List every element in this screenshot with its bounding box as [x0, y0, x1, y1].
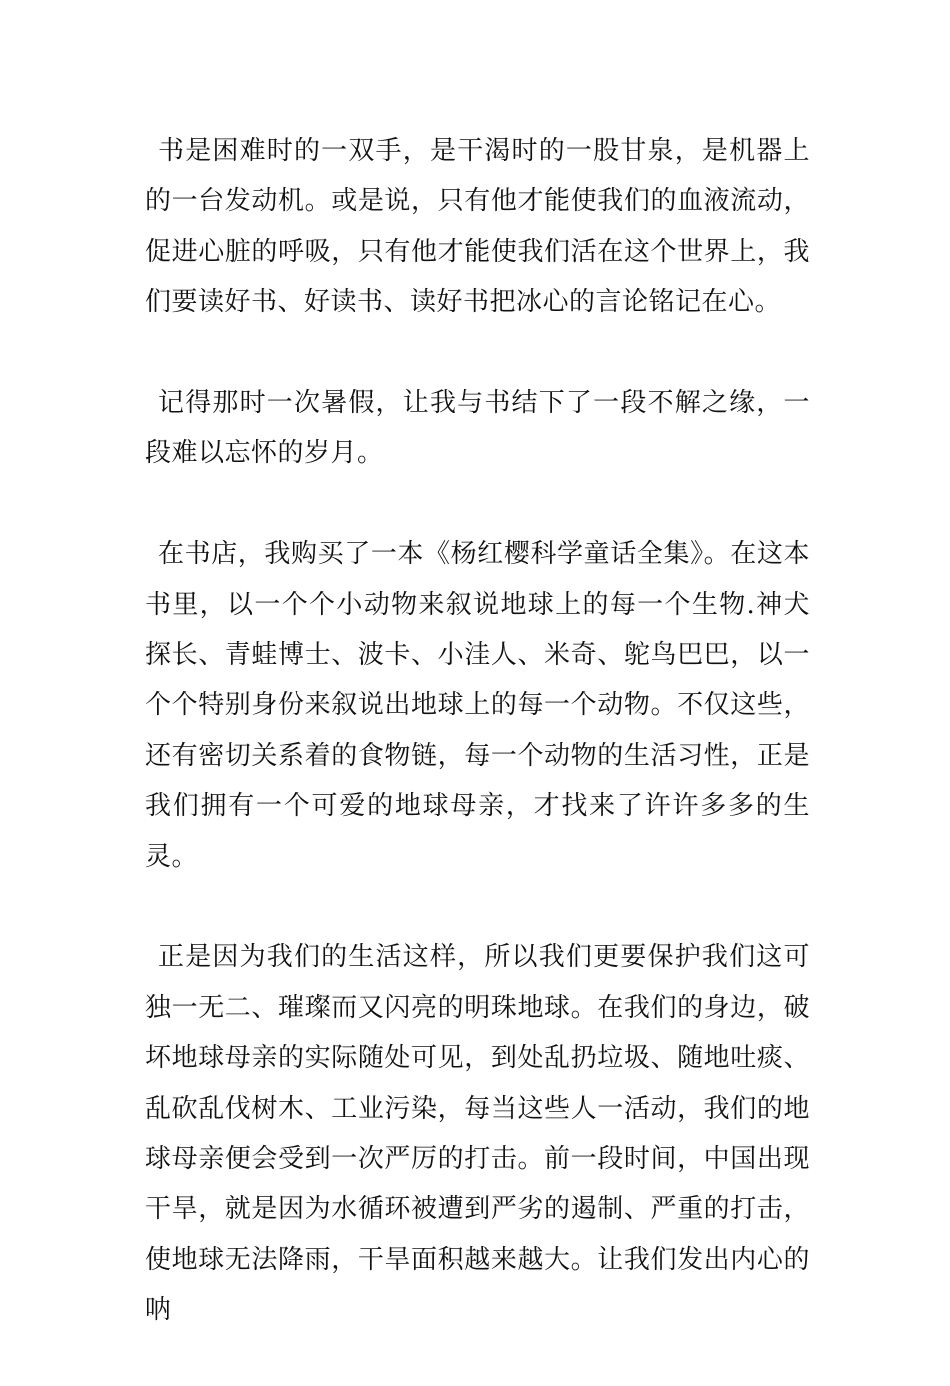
- paragraph-4: 正是因为我们的生活这样，所以我们更要保护我们这可独一无二、璀璨而又闪亮的明珠地球。在我们的身边，破坏地球母亲的实际随处可见，到处乱扔垃圾、随地吐痰、乱砍乱伐树木、工业污染，每当这些人一活动，我们的地球母亲便会受到一次严厉的打击。前一段时间，中国出现干旱，就是因为水循环被遭到严劣的遏制、严重的打击，使地球无法降雨，干旱面积越来越大。让我们发出内心的呐: [145, 942, 810, 1326]
- document-body: [145, 126, 810, 1386]
- paragraph-1: 书是困难时的一双手，是干渴时的一股甘泉，是机器上的一台发动机。或是说，只有他才能使我们的血液流动，促进心脏的呼吸，只有他才能使我们活在这个世界上，我们要读好书、好读书、读好书把冰心的言论铭记在心。: [145, 136, 810, 318]
- paragraph-2: 记得那时一次暑假，让我与书结下了一段不解之缘，一段难以忘怀的岁月。: [145, 388, 810, 469]
- paragraph-3: 在书店，我购买了一本《杨红樱科学童话全集》。在这本书里，以一个个小动物来叙说地球上的每一个生物.神犬探长、青蛙博士、波卡、小洼人、米奇、鸵鸟巴巴，以一个个特别身份来叙说出地球上的每一个动物。不仅这些，还有密切关系着的食物链，每一个动物的生活习性，正是我们拥有一个可爱的地球母亲，才找来了许许多多的生灵。: [145, 539, 810, 872]
